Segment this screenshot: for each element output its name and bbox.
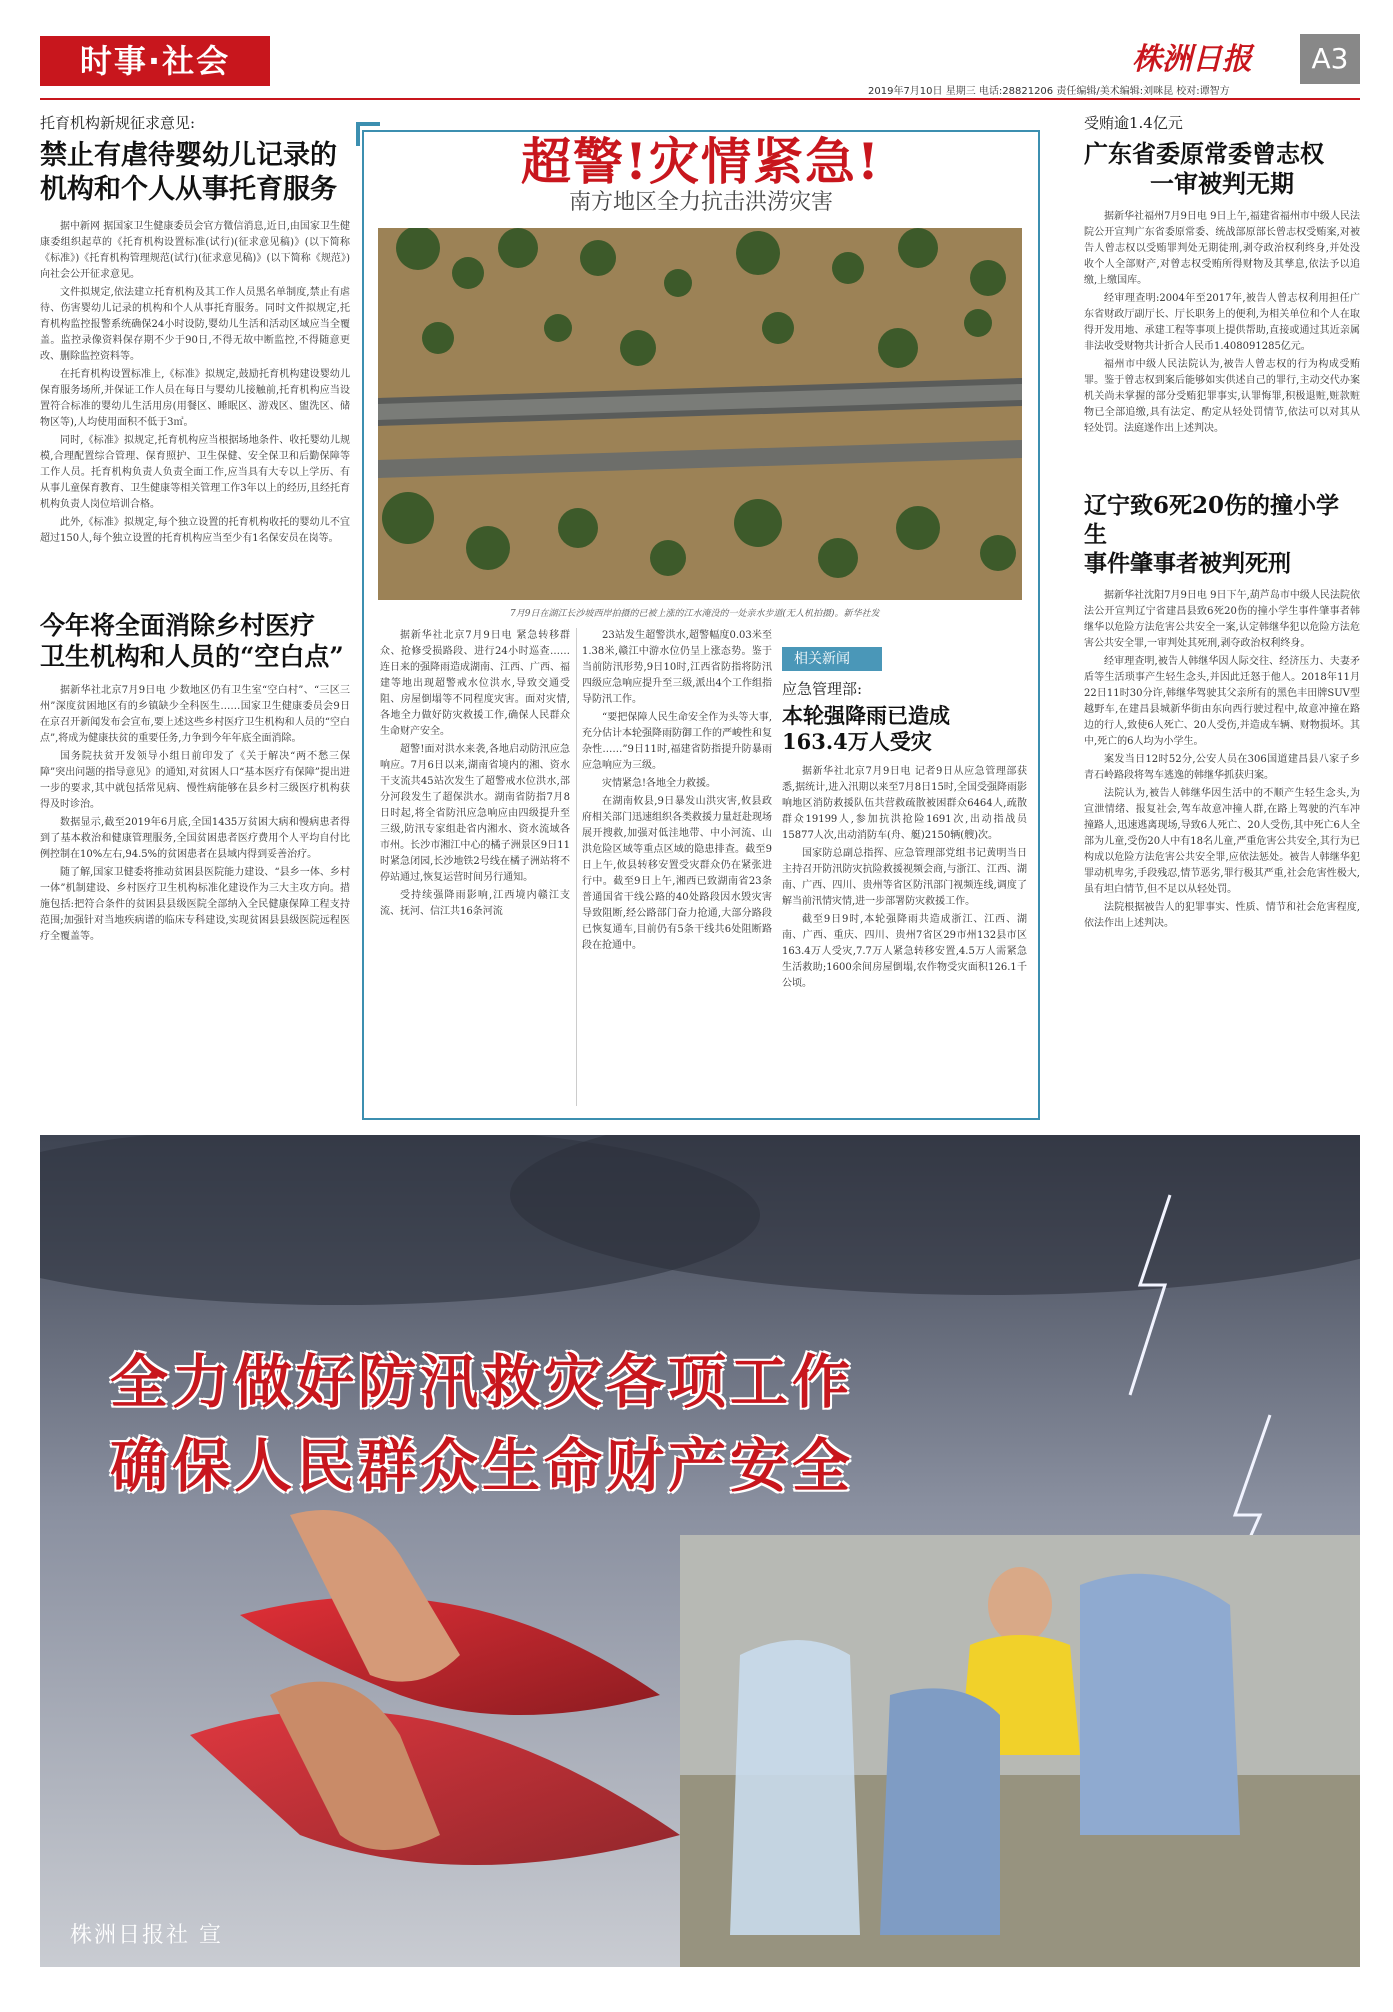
banner-illustration xyxy=(40,1135,1360,1967)
title-line: 广东省委原常委曾志权 xyxy=(1084,139,1324,168)
paragraph: 据新华社北京7月9日电 记者9日从应急管理部获悉,据统计,进入汛期以来至7月8日15时,全国受强降雨影响地区消防救援队伍共营救疏散被困群众6464人,疏散群众19199人,参加抗洪抢险1691次,出动指战员15877人次,出动消防车(舟、艇)2150辆(艘)次。 xyxy=(782,765,1027,841)
left-article-2 xyxy=(40,610,350,947)
paragraph: 截至9日9时,本轮强降雨共造成浙江、江西、湖南、广西、重庆、四川、贵州7省区29市州132县市区163.4万人受灾,7.7万人紧急转移安置,4.5万人需紧急生活救助;1600余间房屋倒塌,农作物受灾面积126.1千公顷。 xyxy=(782,913,1027,989)
article-body xyxy=(1084,588,1360,932)
banner-slogan-1: 全力做好防汛救灾各项工作 xyxy=(110,1348,855,1416)
paragraph: 文件拟规定,依法建立托育机构及其工作人员黑名单制度,禁止有虐待、伤害婴幼儿记录的机构和个人从事托育服务。同时文件拟规定,托育机构监控报警系统确保24小时设防,婴幼儿生活和活动区域应当全覆盖。监控录像资料保存期不少于90日,不得无故中断监控,不得随意更改、删除监控资料等。 xyxy=(40,286,350,362)
center-col-1 xyxy=(380,628,570,922)
paragraph: 据新华社福州7月9日电 9日上午,福建省福州市中级人民法院公开宣判广东省委原常委、统战部原部长曾志权受贿案,对被告人曾志权以受贿罪判处无期徒刑,剥夺政治权利终身,并处没收个人全部财产,对曾志权受贿所得财物及其孳息,依法予以追缴,上缴国库。 xyxy=(1084,211,1360,286)
page-number: A3 xyxy=(1300,34,1360,84)
article-title xyxy=(1084,139,1360,199)
paragraph: 据中新网 据国家卫生健康委员会官方微信消息,近日,由国家卫生健康委组织起草的《托育机构设置标准(试行)(征求意见稿)》(以下简称《标准》)《托育机构管理规范(试行)(征求意见稿)》(以下简称《规范》)向社会公开征求意见。 xyxy=(40,220,350,280)
right-article-1 xyxy=(1084,112,1360,439)
feature-headline: 超警!灾情紧急! xyxy=(521,132,881,191)
feature-subheadline: 南方地区全力抗击洪涝灾害 xyxy=(568,190,833,215)
paragraph: 据新华社沈阳7月9日电 9日下午,葫芦岛市中级人民法院依法公开宣判辽宁省建昌县致6死20伤的撞小学生事件肇事者韩继华以危险方法危害公共安全一案,认定韩继华犯以危险方法危害公共安全罪,一审判处其死刑,剥夺政治权利终身。 xyxy=(1084,590,1360,650)
title-line: 今年将全面消除乡村医疗 xyxy=(40,611,316,640)
article-body xyxy=(40,683,350,945)
paragraph: 案发当日12时52分,公安人员在306国道建昌县八家子乡青石岭路段将驾车逃逸的韩继华抓获归案。 xyxy=(1084,754,1360,782)
paragraph: 灾情紧急!各地全力救援。 xyxy=(602,778,717,789)
banner-slogan-2: 确保人民群众生命财产安全 xyxy=(110,1432,855,1500)
header-rule xyxy=(40,98,1360,100)
psa-banner xyxy=(40,1135,1360,1967)
paragraph: 福州市中级人民法院认为,被告人曾志权的行为构成受贿罪。鉴于曾志权到案后能够如实供述自己的罪行,主动交代办案机关尚未掌握的部分受贿犯罪事实,认罪悔罪,积极退赃,赃款赃物已全部追缴,具有法定、酌定从轻处罚情节,依法可以对其从轻处罚。法庭遂作出上述判决。 xyxy=(1084,359,1360,434)
banner-credit: 株洲日报社 宣 xyxy=(70,1923,223,1948)
article-title xyxy=(40,610,350,673)
column-divider xyxy=(576,628,577,1106)
flood-photo-illustration xyxy=(378,228,1022,600)
paragraph: 此外,《标准》拟规定,每个独立设置的托育机构收托的婴幼儿不宜超过150人,每个独立设置的托育机构应当至少有1名保安员在岗等。 xyxy=(40,516,350,544)
title-line: 163.4万人受灾 xyxy=(782,729,932,755)
title-line: 禁止有虐待婴幼儿记录的 xyxy=(40,140,337,171)
article-kicker: 受贿逾1.4亿元 xyxy=(1084,114,1183,132)
title-line: 机构和个人从事托育服务 xyxy=(40,173,337,205)
paragraph: 国务院扶贫开发领导小组日前印发了《关于解决“两不愁三保障”突出问题的指导意见》的通知,对贫困人口“基本医疗有保障”提出进一步的要求,其中就包括常见病、慢性病能够在县乡村三级医疗机构获得及时诊治。 xyxy=(40,750,350,810)
paragraph: 在托育机构设置标准上,《标准》拟规定,鼓励托育机构建设婴幼儿保育服务场所,并保证工作人员在每日与婴幼儿接触前,托育机构应当设置符合标准的婴幼儿生活用房(用餐区、睡眠区、游戏区、盥洗区、储物区等),人均使用面积不低于3㎡。 xyxy=(40,368,350,428)
center-col-2 xyxy=(582,628,772,956)
title-line: 卫生机构和人员的“空白点” xyxy=(40,642,344,672)
article-body xyxy=(782,764,1027,992)
paragraph: 法院根据被告人的犯罪事实、性质、情节和社会危害程度,依法作出上述判决。 xyxy=(1084,902,1360,930)
article-title xyxy=(1084,492,1360,578)
photo-caption: 7月9日在湖江长沙坡西岸拍摄的已被上涨的江水淹没的一处亲水步道(无人机拍摄)。新华社发 xyxy=(510,609,880,619)
paragraph: 经审理查明:2004年至2017年,被告人曾志权利用担任广东省财政厅副厅长、厅长职务上的便利,为相关单位和个人在取得开发用地、承建工程等事项上提供帮助,直接或通过其近亲属非法收受财物共计折合人民币1.408091285亿元。 xyxy=(1084,293,1360,352)
paragraph: 随了解,国家卫健委将推动贫困县医院能力建设、“县乡一体、乡村一体”机制建设、乡村医疗卫生机构标准化建设作为三大主攻方向。措施包括:把符合条件的贫困县县级医院全部纳入全民健康保障工程支持范围;加强针对当地疾病谱的临床专科建设,实现贫困县县级医院远程医疗全覆盖等。 xyxy=(40,866,350,942)
paragraph: 据新华社北京7月9日电 紧急转移群众、抢修受损路段、进行24小时巡查……连日来的强降雨造成湖南、江西、广西、福建等地出现超警戒水位洪水,导致交通受阻、房屋倒塌等不同程度灾害。面对灾情,各地全力做好防灾救援工作,确保人民群众生命财产安全。 xyxy=(380,630,570,737)
paragraph: 法院认为,被告人韩继华因生活中的不顺产生轻生念头,为宣泄情绪、报复社会,驾车故意冲撞人群,在路上驾驶的汽车冲撞路人,迅速逃离现场,导致6人死亡、20人受伤,其中死亡6人全部为儿童,受伤20人中有18名儿童,严重危害公共安全,其行为已构成以危险方法危害公共安全罪,应依法惩处。被告人韩继华犯罪动机卑劣,手段残忍,情节恶劣,罪行极其严重,社会危害性极大,虽有坦白情节,但不足以从轻处罚。 xyxy=(1084,788,1360,896)
paragraph: 经审理查明,被告人韩继华因人际交往、经济压力、夫妻矛盾等生活琐事产生轻生念头,并因此迁怒于他人。2018年11月22日11时30分许,韩继华驾驶其父亲所有的黑色丰田牌SUV型越野车,在建昌县城新华街由东向西行驶过程中,故意冲撞在路边的行人,致使6人死亡、20人受伤,并造成车辆、财物损坏。其中,死亡的6人均为小学生。 xyxy=(1084,656,1360,748)
article-kicker: 托育机构新规征求意见: xyxy=(40,114,196,132)
article-kicker: 应急管理部: xyxy=(782,680,863,698)
left-article-1 xyxy=(40,112,350,549)
masthead-logo: 株洲日报 xyxy=(1132,42,1252,77)
related-article xyxy=(782,678,1027,994)
paragraph: 超警!面对洪水来袭,各地启动防汛应急响应。7月6日以来,湖南省境内的湘、资水干支流共45站次发生了超警戒水位洪水,部分河段发生了超保洪水。湖南省防指7月8日时起,将全省防汛应急响应由四级提升至三级,防汛专家组赴省内湘水、资水流域各市州。长沙市湘江中心的橘子洲景区9日11时紧急闭园,长沙地铁2号线在橘子洲站将不停站通过,恢复运营时间另行通知。 xyxy=(380,744,570,883)
dateline: 2019年7月10日 星期三 电话:28821206 责任编辑/美术编辑:刘咪昆 校对:谭智方 xyxy=(868,86,1230,97)
article-body xyxy=(40,219,350,547)
paragraph: “要把保障人民生命安全作为头等大事,充分估计本轮强降雨防御工作的严峻性和复杂性……”9日11时,福建省防指提升防暴雨应急响应为三级。 xyxy=(582,712,772,771)
article-title xyxy=(782,703,1027,756)
article-title xyxy=(40,139,350,207)
flood-aerial-photo xyxy=(378,228,1022,600)
article-body xyxy=(1084,209,1360,437)
paragraph: 据新华社北京7月9日电 少数地区仍有卫生室“空白村”、“三区三州”深度贫困地区有的乡镇缺少全科医生……国家卫生健康委员会9日在京召开新闻发布会宣布,要上述这些乡村医疗卫生机构和人员的“空白点”,将成为健康扶贫的重要任务,力争到今年年底全面消除。 xyxy=(40,684,350,744)
title-line: 辽宁致6死20伤的撞小学生 xyxy=(1084,492,1340,548)
paragraph: 23站发生超警洪水,超警幅度0.03米至1.38米,赣江中游水位仍呈上涨态势。鉴于当前防汛形势,9日10时,江西省防指将防汛四级应急响应提升至三级,派出4个工作组指导防汛工作。 xyxy=(582,630,772,705)
paragraph: 国家防总副总指挥、应急管理部党组书记黄明当日主持召开防汛防灾抗险救援视频会商,与浙江、江西、湖南、广西、四川、贵州等省区防汛部门视频连线,调度了解当前汛情灾情,进一步部署防灾救援工作。 xyxy=(782,847,1027,907)
paragraph: 数据显示,截至2019年6月底,全国1435万贫困大病和慢病患者得到了基本救治和健康管理服务,全国贫困患者医疗费用个人平均自付比例控制在10%左右,94.5%的贫困患者在县域内得到妥善治疗。 xyxy=(40,816,350,860)
title-line: 事件肇事者被判死刑 xyxy=(1084,549,1291,577)
paragraph: 受持续强降雨影响,江西境内赣江支流、抚河、信江共16条河流 xyxy=(380,890,570,917)
related-news-tag: 相关新闻 xyxy=(782,647,882,671)
section-label: 时事·社会 xyxy=(40,36,270,86)
paragraph: 同时,《标准》拟规定,托育机构应当根据场地条件、收托婴幼儿规模,合理配置综合管理、保育照护、卫生保健、安全保卫和后勤保障等工作人员。托育机构负责人负责全面工作,应当具有大专以上学历、有从事儿童保育教育、卫生健康等相关管理工作3年以上的经历,且经托育机构负责人岗位培训合格。 xyxy=(40,434,350,510)
title-line: 本轮强降雨已造成 xyxy=(782,703,950,728)
paragraph: 在湖南攸县,9日暴发山洪灾害,攸县政府相关部门迅速组织各类救援力量赶赴现场展开搜救,加强对低洼地带、中小河流、山洪危险区域等重点区域的隐患排查。截至9日上午,攸县转移安置受灾群众仍在紧张进行中。截至9日上午,湘西已致湖南省23条普通国省干线公路的40处路段因水毁灾害导致阻断,经公路部门奋力抢通,大部分路段已恢复通车,目前仍有5条干线共6处阻断路段在抢通中。 xyxy=(582,796,772,951)
title-line: 一审被判无期 xyxy=(1150,169,1294,198)
right-article-2 xyxy=(1084,492,1360,934)
